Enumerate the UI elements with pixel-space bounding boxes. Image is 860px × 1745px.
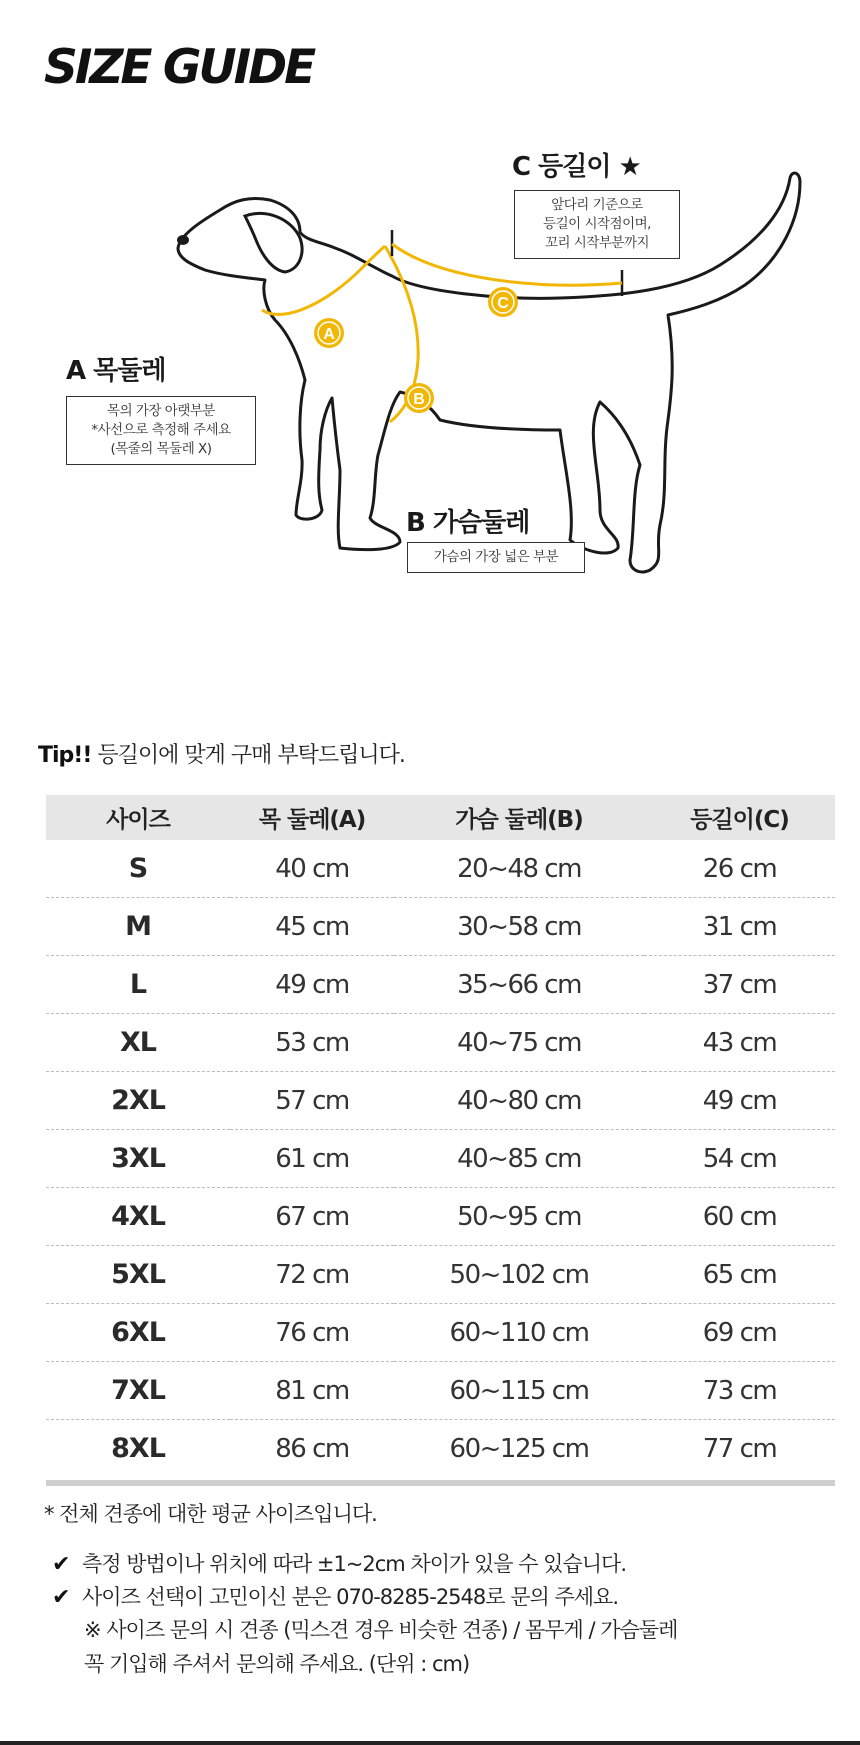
tip-body: 등길이에 맞게 구매 부탁드립니다. <box>91 743 405 768</box>
cell-chest: 40~85 cm <box>394 1130 644 1188</box>
cell-size: S <box>46 840 230 898</box>
note-item <box>52 1581 618 1611</box>
header-back: 등길이(C) <box>644 795 835 840</box>
table-row <box>46 1188 835 1246</box>
dog-nose <box>177 235 189 245</box>
table-row <box>46 840 835 898</box>
table-row <box>46 1304 835 1362</box>
cell-chest: 50~95 cm <box>394 1188 644 1246</box>
cell-back: 60 cm <box>644 1188 835 1246</box>
cell-neck: 57 cm <box>230 1072 394 1130</box>
label-a-heading: A 목둘레 <box>66 356 166 386</box>
cell-back: 26 cm <box>644 840 835 898</box>
cell-neck: 67 cm <box>230 1188 394 1246</box>
table-row <box>46 1246 835 1304</box>
cell-size: XL <box>46 1014 230 1072</box>
cell-chest: 20~48 cm <box>394 840 644 898</box>
label-b-line: 가슴의 가장 넓은 부분 <box>433 549 559 565</box>
label-a-line: *사선으로 측정해 주세요 <box>91 422 231 438</box>
cell-chest: 30~58 cm <box>394 898 644 956</box>
note-item-text: 사이즈 선택이 고민이신 분은 070-8285-2548로 문의 주세요. <box>82 1585 618 1609</box>
table-row <box>46 898 835 956</box>
cell-size: 3XL <box>46 1130 230 1188</box>
table-row <box>46 1130 835 1188</box>
badge-c <box>488 287 518 317</box>
size-table-body <box>46 840 835 1477</box>
cell-back: 49 cm <box>644 1072 835 1130</box>
label-c-line: 등길이 시작점이며, <box>543 216 651 232</box>
dog-illustration <box>0 130 860 660</box>
neck-measure-line <box>262 246 385 314</box>
note-sub-line: ※ 사이즈 문의 시 견종 (믹스견 경우 비슷한 견종) / 몸무게 / 가슴둘레 <box>84 1618 678 1642</box>
cell-back: 69 cm <box>644 1304 835 1362</box>
cell-back: 37 cm <box>644 956 835 1014</box>
tip-text <box>38 738 405 769</box>
tip-bold: Tip!! <box>38 743 92 768</box>
table-row <box>46 1072 835 1130</box>
badge-a <box>314 318 344 348</box>
label-a-note <box>66 396 256 465</box>
badge-a-text: A <box>323 326 335 343</box>
cell-size: 5XL <box>46 1246 230 1304</box>
note-item <box>52 1548 626 1578</box>
cell-chest: 40~80 cm <box>394 1072 644 1130</box>
cell-back: 43 cm <box>644 1014 835 1072</box>
note-sub-line: 꼭 기입해 주셔서 문의해 주세요. (단위 : cm) <box>84 1652 470 1676</box>
badge-b-text: B <box>413 391 425 408</box>
cell-chest: 40~75 cm <box>394 1014 644 1072</box>
header-chest: 가슴 둘레(B) <box>394 795 644 840</box>
table-header-row <box>46 795 835 840</box>
cell-neck: 49 cm <box>230 956 394 1014</box>
table-row <box>46 956 835 1014</box>
page-title: SIZE GUIDE <box>44 40 314 95</box>
size-table <box>46 795 835 1477</box>
note-item-text: 측정 방법이나 위치에 따라 ±1~2cm 차이가 있을 수 있습니다. <box>82 1552 626 1576</box>
cell-neck: 76 cm <box>230 1304 394 1362</box>
badge-c-text: C <box>497 295 509 312</box>
cell-size: M <box>46 898 230 956</box>
cell-chest: 35~66 cm <box>394 956 644 1014</box>
page-bottom-border <box>0 1741 860 1745</box>
dog-measurement-diagram <box>0 130 860 660</box>
label-b-heading: B 가슴둘레 <box>406 508 530 538</box>
label-c-heading: C 등길이 ★ <box>512 152 641 182</box>
cell-chest: 50~102 cm <box>394 1246 644 1304</box>
badge-b <box>404 383 434 413</box>
cell-neck: 40 cm <box>230 840 394 898</box>
cell-size: 2XL <box>46 1072 230 1130</box>
header-neck: 목 둘레(A) <box>230 795 394 840</box>
label-c-line: 앞다리 기준으로 <box>551 197 643 213</box>
cell-chest: 60~125 cm <box>449 1433 589 1464</box>
cell-chest: 60~115 cm <box>394 1362 644 1420</box>
cell-neck: 53 cm <box>230 1014 394 1072</box>
cell-size: 7XL <box>46 1362 230 1420</box>
cell-back: 77 cm <box>702 1433 777 1464</box>
label-a-line: (목줄의 목둘레 X) <box>110 441 212 457</box>
check-icon: ✔ <box>52 1585 70 1610</box>
cell-back: 65 cm <box>644 1246 835 1304</box>
dog-ear <box>245 213 302 272</box>
check-icon: ✔ <box>52 1552 70 1577</box>
cell-size: 6XL <box>46 1304 230 1362</box>
label-c-note <box>514 190 680 259</box>
cell-back: 73 cm <box>644 1362 835 1420</box>
cell-back: 54 cm <box>644 1130 835 1188</box>
cell-neck: 61 cm <box>230 1130 394 1188</box>
table-bottom-bar <box>46 1480 835 1486</box>
cell-chest: 60~110 cm <box>394 1304 644 1362</box>
label-b-note <box>407 542 585 573</box>
cell-back: 31 cm <box>644 898 835 956</box>
label-a-line: 목의 가장 아랫부분 <box>107 403 215 419</box>
cell-neck: 81 cm <box>230 1362 394 1420</box>
table-row <box>46 1420 835 1478</box>
cell-neck: 86 cm <box>275 1433 349 1464</box>
cell-size: 4XL <box>46 1188 230 1246</box>
cell-neck: 72 cm <box>230 1246 394 1304</box>
cell-size: 8XL <box>111 1433 165 1464</box>
table-row <box>46 1014 835 1072</box>
average-note: * 전체 견종에 대한 평균 사이즈입니다. <box>44 1502 377 1526</box>
label-c-line: 꼬리 시작부분까지 <box>544 235 650 251</box>
cell-neck: 45 cm <box>230 898 394 956</box>
cell-size: L <box>46 956 230 1014</box>
header-size: 사이즈 <box>46 795 230 840</box>
table-row <box>46 1362 835 1420</box>
